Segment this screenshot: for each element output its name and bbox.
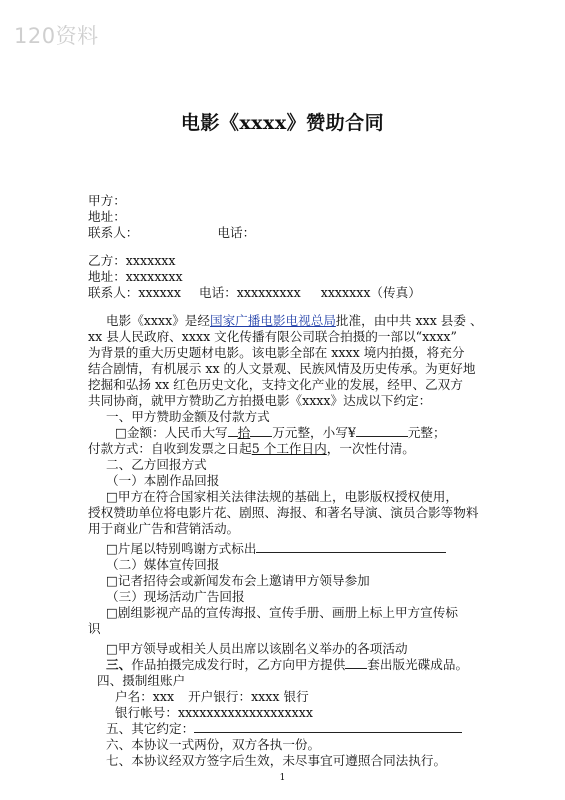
section-5-line	[106, 721, 462, 737]
amount-label: 元整；	[407, 425, 446, 440]
intro-line-3: 为背景的重大历史题材电影。该电影全部在 xxxx 境内拍摄，将充分	[88, 345, 465, 360]
account-name: xxx	[152, 689, 175, 704]
intro-text: 电影《xxxx》是经	[106, 313, 210, 328]
subsection-3-heading: （三）现场活动广告回报	[106, 589, 245, 604]
credits-line	[106, 541, 446, 557]
payment-deadline: 5 个工作日内	[251, 441, 327, 456]
intro-line-2: xx 县人民政府、xxxx 文化传播有限公司联合拍摄的一部以“xxxx”	[88, 329, 457, 344]
amount-label: 万元整，小写¥	[272, 425, 356, 440]
amount-line	[115, 425, 446, 441]
subsection-1-line-2: 授权赞助单位将电影片花、剧照、海报、和著名导演、演员合影等物料	[88, 505, 479, 520]
party-b-address-line	[88, 269, 183, 285]
party-b-fax: xxxxxxx（传真）	[320, 285, 421, 300]
intro-text: 批准，由中共 xxx 县委 、	[335, 313, 483, 328]
party-b-contact-line	[88, 285, 421, 301]
subsection-3-line-2: 识	[88, 621, 101, 636]
amount-blank	[228, 425, 238, 437]
party-b-contact: xxxxxx	[138, 285, 181, 300]
intro-line-6: 共同协商，就甲方赞助乙方拍摄电影《xxxx》达成以下约定：	[88, 393, 432, 408]
section-2-heading: 二、乙方回报方式	[106, 457, 207, 472]
amount-label: □金额：人民币大写	[115, 425, 228, 440]
intro-line-4: 结合剧情，有机展示 xx 的人文景观、民族风情及历史传承。为更好地	[88, 361, 476, 376]
page-number: 1	[279, 773, 286, 783]
intro-line-1	[106, 313, 483, 329]
document-title: 电影《xxxx》赞助合同	[180, 112, 385, 134]
party-b-contact-label: 联系人：	[88, 285, 139, 300]
section-1-heading: 一、甲方赞助金额及付款方式	[106, 409, 270, 424]
regulator-link[interactable]: 国家广播电影电视总局	[209, 313, 336, 328]
account-name-line	[115, 689, 309, 705]
section-3-line	[106, 657, 468, 673]
party-a-contact-line	[88, 225, 255, 241]
party-b-address: xxxxxxxx	[125, 269, 183, 284]
bank-label: 开户银行：	[188, 689, 252, 704]
party-b-line	[88, 253, 176, 269]
section-7-line: 七、本协议经双方签字后生效，未尽事宜可遵照合同法执行。	[106, 753, 447, 768]
subsection-2-line-1: □记者招待会或新闻发布会上邀请甲方领导参加	[106, 573, 370, 588]
section-3-text: 套出版光碟成品。	[367, 657, 469, 672]
credits-blank	[256, 541, 446, 553]
party-a-address-line	[88, 209, 126, 225]
party-a-label: 甲方：	[88, 193, 126, 208]
bank-name: xxxx 银行	[251, 689, 309, 704]
account-number-label: 银行帐号：	[115, 705, 178, 720]
payment-label: ，一次性付清。	[326, 441, 415, 456]
account-name-label: 户名：	[115, 689, 153, 704]
watermark: 120资料	[14, 24, 99, 48]
section-3-text: 作品拍摄完成发行时，乙方向甲方提供	[131, 657, 346, 672]
party-b-name: xxxxxxx	[125, 253, 176, 268]
subsection-3-line-3: □甲方领导或相关人员出席以该剧名义举办的各项活动	[106, 641, 408, 656]
section-4-heading: 四、摄制组账户	[97, 673, 186, 688]
section-6-line: 六、本协议一式两份，双方各执一份。	[106, 737, 321, 752]
section-3-number: 三、	[106, 657, 132, 672]
other-terms-blank	[194, 721, 462, 733]
disc-count-blank	[345, 657, 367, 669]
subsection-1-heading: （一）本剧作品回报	[106, 473, 220, 488]
party-b-phone-label: 电话：	[199, 285, 237, 300]
party-b-label: 乙方：	[88, 253, 126, 268]
party-a-phone-label: 电话：	[217, 225, 256, 240]
account-number: xxxxxxxxxxxxxxxxxxx	[177, 705, 313, 720]
account-number-line	[115, 705, 313, 721]
section-5-heading: 五、其它约定：	[106, 721, 195, 736]
payment-label: 付款方式：自收到发票之日起	[88, 441, 252, 456]
subsection-2-heading: （二）媒体宣传回报	[106, 557, 220, 572]
subsection-1-line-1: □甲方在符合国家相关法律法规的基础上，电影版权授权使用，	[106, 489, 458, 504]
subsection-1-line-3: 用于商业广告和营销活动。	[88, 521, 240, 536]
amount-small-blank	[356, 425, 408, 437]
credits-label: □片尾以特别鸣谢方式标出	[106, 541, 257, 556]
payment-line	[88, 441, 415, 457]
amount-value: 拾	[237, 425, 251, 440]
party-b-phone: xxxxxxxxx	[236, 285, 301, 300]
party-a-line	[88, 193, 126, 209]
party-a-contact-label: 联系人：	[88, 225, 139, 240]
subsection-3-line-1: □剧组影视产品的宣传海报、宣传手册、画册上标上甲方宣传标	[106, 605, 458, 620]
party-b-address-label: 地址：	[88, 269, 126, 284]
intro-line-5: 挖掘和弘扬 xx 红色历史文化，支持文化产业的发展，经甲、乙双方	[88, 377, 463, 392]
party-a-address-label: 地址：	[88, 209, 126, 224]
amount-blank	[250, 425, 272, 437]
